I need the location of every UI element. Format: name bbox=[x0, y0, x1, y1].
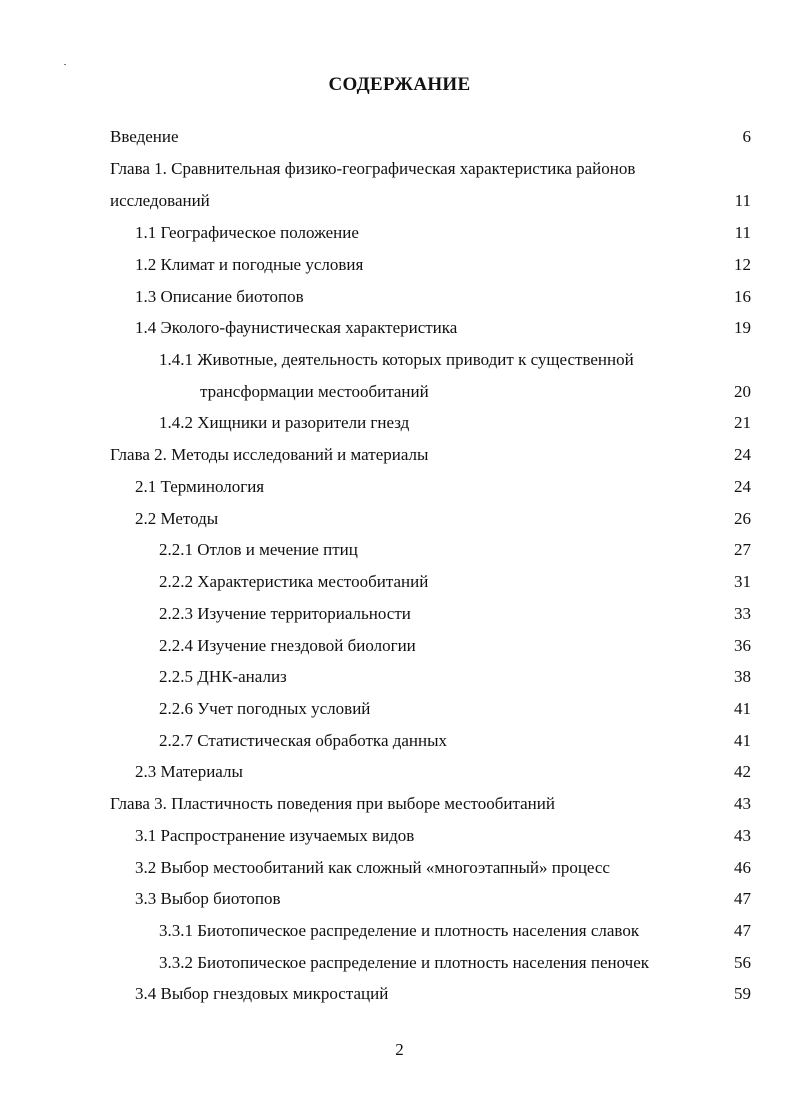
toc-entry-text: 1.4.2 Хищники и разорители гнезд bbox=[159, 413, 410, 432]
toc-entry-text: 3.3.1 Биотопическое распределение и плотность населения славок bbox=[159, 921, 640, 940]
toc-entry bbox=[0, 823, 799, 849]
toc-entry bbox=[0, 537, 799, 563]
toc-entry-text: исследований bbox=[110, 191, 210, 210]
toc-entry-text: 1.4.1 Животные, деятельность которых приводит к существенной bbox=[159, 350, 634, 369]
toc-entry-page: 6 bbox=[742, 127, 751, 146]
toc-entry-text: Глава 3. Пластичность поведения при выборе местообитаний bbox=[110, 794, 555, 813]
toc-entry-page: 59 bbox=[734, 984, 751, 1003]
toc-entry-text: 3.3 Выбор биотопов bbox=[135, 889, 281, 908]
toc-entry bbox=[0, 474, 799, 500]
toc-entry-page: 16 bbox=[734, 287, 751, 306]
toc-entry bbox=[0, 506, 799, 532]
toc-entry-page: 41 bbox=[734, 731, 751, 750]
toc-entry bbox=[0, 442, 799, 468]
toc-entry-text: 1.2 Климат и погодные условия bbox=[135, 255, 364, 274]
toc-entry bbox=[0, 855, 799, 881]
toc-entry bbox=[0, 664, 799, 690]
toc-entry-page: 24 bbox=[734, 445, 751, 464]
toc-entry bbox=[0, 220, 799, 246]
toc-entry bbox=[0, 156, 799, 182]
toc-entry bbox=[0, 124, 799, 150]
toc-entry-page: 21 bbox=[734, 413, 751, 432]
toc-entry-page: 24 bbox=[734, 477, 751, 496]
toc-entry-text: 2.2.7 Статистическая обработка данных bbox=[159, 731, 448, 750]
toc-entry bbox=[0, 759, 799, 785]
toc-entry-page: 42 bbox=[734, 762, 751, 781]
toc-entry-text: 3.3.2 Биотопическое распределение и плотность населения пеночек bbox=[159, 953, 649, 972]
toc-entry bbox=[0, 633, 799, 659]
toc-entry-text: трансформации местообитаний bbox=[200, 382, 429, 401]
toc-entry-page: 46 bbox=[734, 858, 751, 877]
toc-entry-page: 43 bbox=[734, 794, 751, 813]
toc-entry bbox=[0, 728, 799, 754]
toc-entry-text: 3.1 Распространение изучаемых видов bbox=[135, 826, 415, 845]
toc-entry-page: 19 bbox=[734, 318, 751, 337]
toc-entry-text: 2.1 Терминология bbox=[135, 477, 265, 496]
toc-entry bbox=[0, 252, 799, 278]
toc-entry-text: 1.3 Описание биотопов bbox=[135, 287, 304, 306]
toc-entry bbox=[0, 284, 799, 310]
toc-entry-page: 27 bbox=[734, 540, 751, 559]
toc-entry-page: 26 bbox=[734, 509, 751, 528]
toc-entry bbox=[0, 918, 799, 944]
toc-entry-page: 47 bbox=[734, 889, 751, 908]
toc-entry-text: 2.2.1 Отлов и мечение птиц bbox=[159, 540, 358, 559]
toc-entry-text: 2.2.3 Изучение территориальности bbox=[159, 604, 411, 623]
toc-entry bbox=[0, 410, 799, 436]
toc-entry-text: 2.3 Материалы bbox=[135, 762, 243, 781]
toc-entry-page: 43 bbox=[734, 826, 751, 845]
toc-entry-text: 3.2 Выбор местообитаний как сложный «многоэтапный» процесс bbox=[135, 858, 610, 877]
toc-entry-page: 20 bbox=[734, 382, 751, 401]
toc-entry-page: 11 bbox=[734, 191, 751, 210]
toc-entry bbox=[0, 950, 799, 976]
toc-entry bbox=[0, 791, 799, 817]
toc-entry-page: 36 bbox=[734, 636, 751, 655]
toc-entry bbox=[0, 315, 799, 341]
page-number: 2 bbox=[395, 1040, 404, 1059]
toc-entry-text: 3.4 Выбор гнездовых микростаций bbox=[135, 984, 389, 1003]
toc-entry-text: 2.2.6 Учет погодных условий bbox=[159, 699, 371, 718]
toc-entry bbox=[0, 886, 799, 912]
toc-entry-text: 2.2 Методы bbox=[135, 509, 219, 528]
toc-entry bbox=[0, 188, 799, 214]
toc-entry-page: 38 bbox=[734, 667, 751, 686]
page-title: СОДЕРЖАНИЕ bbox=[328, 74, 471, 95]
toc-entry bbox=[0, 696, 799, 722]
toc-entry-page: 33 bbox=[734, 604, 751, 623]
toc-entry bbox=[0, 569, 799, 595]
toc-entry-page: 11 bbox=[734, 223, 751, 242]
toc-entry-text: Глава 2. Методы исследований и материалы bbox=[110, 445, 429, 464]
toc-entry-page: 12 bbox=[734, 255, 751, 274]
toc-entry bbox=[0, 379, 799, 405]
toc-entry-text: 1.1 Географическое положение bbox=[135, 223, 359, 242]
toc-entry-text: Введение bbox=[110, 127, 179, 146]
toc-entry bbox=[0, 347, 799, 373]
toc-entry bbox=[0, 601, 799, 627]
toc-entry-text: 2.2.5 ДНК-анализ bbox=[159, 667, 287, 686]
toc-entry-page: 41 bbox=[734, 699, 751, 718]
toc-entry-text: 2.2.4 Изучение гнездовой биологии bbox=[159, 636, 416, 655]
toc-entry-page: 47 bbox=[734, 921, 751, 940]
toc-entry-page: 56 bbox=[734, 953, 751, 972]
toc-entry-text: Глава 1. Сравнительная физико-географическая характеристика районов bbox=[110, 159, 636, 178]
toc-entry-text: 1.4 Эколого-фаунистическая характеристика bbox=[135, 318, 458, 337]
toc-entry-text: 2.2.2 Характеристика местообитаний bbox=[159, 572, 429, 591]
toc-entry bbox=[0, 981, 799, 1007]
toc-entry-page: 31 bbox=[734, 572, 751, 591]
scan-speck bbox=[64, 64, 66, 65]
